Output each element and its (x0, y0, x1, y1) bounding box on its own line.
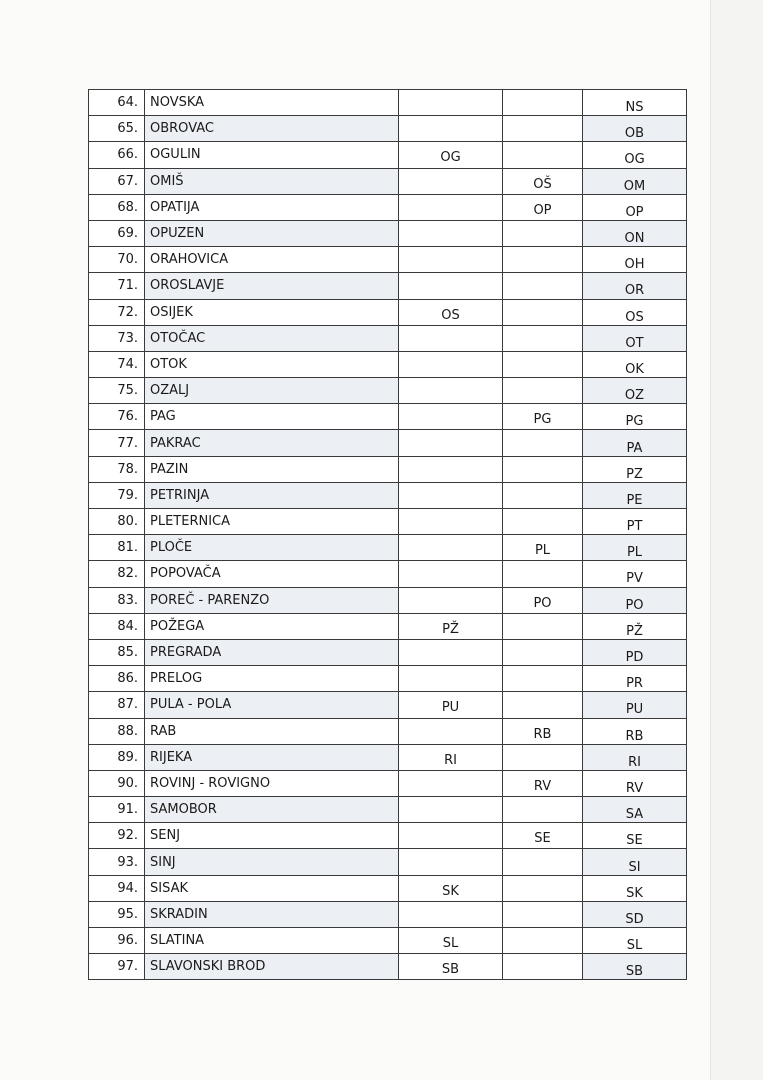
code-column-3 (583, 718, 687, 744)
code-value-3: OR (624, 283, 645, 299)
code-value-2: PO (533, 595, 552, 611)
code-value-1: SL (442, 936, 459, 952)
city-name: ORAHOVICA (145, 247, 399, 273)
code-column-1 (399, 928, 503, 954)
row-number: 72. (89, 299, 145, 325)
city-name: SLATINA (145, 928, 399, 954)
code-column-2 (503, 273, 583, 299)
code-column-1 (399, 220, 503, 246)
code-column-3 (583, 875, 687, 901)
code-column-1 (399, 90, 503, 116)
table-row (89, 639, 687, 665)
code-value-2: PL (534, 543, 551, 559)
code-value-3: PD (625, 650, 644, 666)
table-row (89, 194, 687, 220)
city-name: OGULIN (145, 142, 399, 168)
code-value-3: RB (625, 728, 644, 744)
code-value-1: OG (440, 150, 461, 166)
code-column-3 (583, 901, 687, 927)
code-value-3: RV (625, 780, 644, 796)
table-row (89, 875, 687, 901)
city-name: OROSLAVJE (145, 273, 399, 299)
code-column-1 (399, 430, 503, 456)
code-column-2 (503, 797, 583, 823)
code-column-3 (583, 666, 687, 692)
code-column-2 (503, 168, 583, 194)
table-row (89, 535, 687, 561)
city-name: POREČ - PARENZO (145, 587, 399, 613)
code-column-3 (583, 220, 687, 246)
code-value-2: RB (533, 726, 552, 742)
code-value-1: SB (441, 962, 460, 978)
code-column-3 (583, 116, 687, 142)
code-value-3: OP (625, 204, 644, 220)
row-number: 95. (89, 901, 145, 927)
code-value-3: PO (625, 597, 644, 613)
code-column-3 (583, 509, 687, 535)
table-row (89, 849, 687, 875)
city-name: OBROVAC (145, 116, 399, 142)
code-column-2 (503, 116, 583, 142)
table-row (89, 744, 687, 770)
code-column-3 (583, 928, 687, 954)
code-column-2 (503, 744, 583, 770)
code-column-1 (399, 954, 503, 980)
table-row (89, 325, 687, 351)
table-row (89, 561, 687, 587)
row-number: 86. (89, 666, 145, 692)
code-value-3: SI (628, 859, 641, 875)
code-column-2 (503, 456, 583, 482)
table-row (89, 770, 687, 796)
code-column-2 (503, 561, 583, 587)
city-name: SISAK (145, 875, 399, 901)
code-column-3 (583, 823, 687, 849)
code-value-3: SL (626, 938, 643, 954)
code-column-3 (583, 561, 687, 587)
code-column-2 (503, 299, 583, 325)
code-column-1 (399, 849, 503, 875)
city-name: OSIJEK (145, 299, 399, 325)
code-column-1 (399, 194, 503, 220)
code-column-2 (503, 247, 583, 273)
code-value-2: RV (533, 778, 552, 794)
table-row (89, 404, 687, 430)
code-column-2 (503, 770, 583, 796)
code-value-1: SK (442, 883, 459, 899)
row-number: 96. (89, 928, 145, 954)
code-value-3: NS (625, 100, 644, 116)
code-column-3 (583, 456, 687, 482)
code-column-3 (583, 194, 687, 220)
table-row (89, 692, 687, 718)
row-number: 68. (89, 194, 145, 220)
code-value-3: PV (626, 571, 643, 587)
row-number: 84. (89, 613, 145, 639)
code-value-1: RI (444, 752, 457, 768)
code-value-3: OZ (624, 388, 645, 404)
table-row (89, 351, 687, 377)
code-value-1: PŽ (442, 621, 459, 637)
code-value-3: SB (625, 964, 644, 980)
table-row (89, 928, 687, 954)
code-column-2 (503, 613, 583, 639)
code-column-1 (399, 482, 503, 508)
code-value-3: PT (626, 519, 643, 535)
city-name: OMIŠ (145, 168, 399, 194)
code-column-1 (399, 299, 503, 325)
code-value-3: PZ (626, 466, 643, 482)
city-name: RIJEKA (145, 744, 399, 770)
code-column-2 (503, 509, 583, 535)
table-row (89, 509, 687, 535)
table-row (89, 273, 687, 299)
code-column-3 (583, 168, 687, 194)
city-name: POŽEGA (145, 613, 399, 639)
row-number: 83. (89, 587, 145, 613)
code-value-3: PG (625, 414, 644, 430)
code-column-2 (503, 928, 583, 954)
code-column-2 (503, 378, 583, 404)
page-edge-shadow (711, 0, 763, 1080)
code-column-2 (503, 404, 583, 430)
code-column-1 (399, 770, 503, 796)
row-number: 87. (89, 692, 145, 718)
table-row (89, 142, 687, 168)
code-column-3 (583, 744, 687, 770)
row-number: 79. (89, 482, 145, 508)
row-number: 64. (89, 90, 145, 116)
city-name: OPATIJA (145, 194, 399, 220)
code-column-3 (583, 797, 687, 823)
row-number: 67. (89, 168, 145, 194)
code-column-3 (583, 404, 687, 430)
code-column-1 (399, 168, 503, 194)
code-value-2: OP (533, 202, 552, 218)
row-number: 81. (89, 535, 145, 561)
code-value-3: ON (624, 231, 645, 247)
code-column-1 (399, 509, 503, 535)
code-column-1 (399, 142, 503, 168)
code-column-1 (399, 456, 503, 482)
code-column-1 (399, 823, 503, 849)
city-name: OPUZEN (145, 220, 399, 246)
code-column-2 (503, 482, 583, 508)
row-number: 94. (89, 875, 145, 901)
code-column-3 (583, 535, 687, 561)
row-number: 91. (89, 797, 145, 823)
row-number: 93. (89, 849, 145, 875)
table-row (89, 247, 687, 273)
table-row (89, 220, 687, 246)
code-value-3: OS (625, 309, 644, 325)
code-column-1 (399, 797, 503, 823)
city-name: PAKRAC (145, 430, 399, 456)
code-column-1 (399, 116, 503, 142)
city-name: PAG (145, 404, 399, 430)
code-column-2 (503, 142, 583, 168)
row-number: 97. (89, 954, 145, 980)
code-column-2 (503, 875, 583, 901)
code-column-3 (583, 482, 687, 508)
code-value-3: OH (624, 257, 645, 273)
code-column-1 (399, 692, 503, 718)
code-column-1 (399, 613, 503, 639)
code-value-3: PR (626, 676, 643, 692)
table-row (89, 116, 687, 142)
code-column-3 (583, 692, 687, 718)
table-row (89, 901, 687, 927)
page-edge-line (710, 0, 711, 1080)
code-column-2 (503, 90, 583, 116)
table-row (89, 954, 687, 980)
code-value-2: OŠ (533, 176, 552, 192)
code-column-1 (399, 587, 503, 613)
code-column-2 (503, 351, 583, 377)
code-value-3: OT (625, 335, 644, 351)
code-column-1 (399, 561, 503, 587)
city-name: OZALJ (145, 378, 399, 404)
registry-table-container (88, 89, 686, 980)
code-column-1 (399, 247, 503, 273)
code-value-1: PU (441, 700, 460, 716)
code-value-3: PA (626, 440, 643, 456)
code-column-2 (503, 718, 583, 744)
city-name: PETRINJA (145, 482, 399, 508)
row-number: 74. (89, 351, 145, 377)
city-name: SKRADIN (145, 901, 399, 927)
city-name: PULA - POLA (145, 692, 399, 718)
city-name: ROVINJ - ROVIGNO (145, 770, 399, 796)
city-name: SINJ (145, 849, 399, 875)
code-value-3: RI (628, 754, 641, 770)
code-column-3 (583, 142, 687, 168)
row-number: 82. (89, 561, 145, 587)
code-value-3: SD (625, 911, 644, 927)
city-name: OTOČAC (145, 325, 399, 351)
row-number: 89. (89, 744, 145, 770)
city-name: PAZIN (145, 456, 399, 482)
city-name: PLOČE (145, 535, 399, 561)
city-name: PLETERNICA (145, 509, 399, 535)
table-row (89, 456, 687, 482)
row-number: 69. (89, 220, 145, 246)
city-name: SENJ (145, 823, 399, 849)
code-column-1 (399, 325, 503, 351)
city-name: PREGRADA (145, 639, 399, 665)
code-value-3: SE (626, 833, 643, 849)
code-column-1 (399, 273, 503, 299)
city-name: RAB (145, 718, 399, 744)
code-value-2: SE (534, 831, 551, 847)
code-column-3 (583, 273, 687, 299)
city-name: PRELOG (145, 666, 399, 692)
code-column-3 (583, 247, 687, 273)
table-row (89, 823, 687, 849)
code-value-3: OM (623, 178, 646, 194)
code-column-3 (583, 849, 687, 875)
code-column-1 (399, 666, 503, 692)
code-column-3 (583, 325, 687, 351)
code-column-2 (503, 535, 583, 561)
row-number: 66. (89, 142, 145, 168)
code-column-3 (583, 90, 687, 116)
code-value-3: SA (625, 807, 644, 823)
row-number: 73. (89, 325, 145, 351)
code-value-3: PU (625, 702, 644, 718)
code-column-1 (399, 378, 503, 404)
row-number: 76. (89, 404, 145, 430)
code-column-2 (503, 849, 583, 875)
code-column-1 (399, 901, 503, 927)
code-value-3: PE (626, 492, 643, 508)
code-column-3 (583, 299, 687, 325)
code-column-1 (399, 404, 503, 430)
code-column-3 (583, 770, 687, 796)
code-value-3: OB (624, 126, 645, 142)
code-column-2 (503, 666, 583, 692)
code-column-2 (503, 901, 583, 927)
code-column-3 (583, 587, 687, 613)
code-column-2 (503, 587, 583, 613)
code-column-1 (399, 718, 503, 744)
row-number: 70. (89, 247, 145, 273)
code-column-3 (583, 613, 687, 639)
code-value-3: PŽ (626, 623, 643, 639)
table-row (89, 613, 687, 639)
code-value-3: SK (626, 885, 643, 901)
code-column-1 (399, 639, 503, 665)
city-name: NOVSKA (145, 90, 399, 116)
row-number: 90. (89, 770, 145, 796)
row-number: 75. (89, 378, 145, 404)
row-number: 92. (89, 823, 145, 849)
row-number: 65. (89, 116, 145, 142)
city-name: SLAVONSKI BROD (145, 954, 399, 980)
table-row (89, 299, 687, 325)
table-row (89, 168, 687, 194)
row-number: 85. (89, 639, 145, 665)
code-column-2 (503, 823, 583, 849)
city-name: POPOVAČA (145, 561, 399, 587)
code-column-3 (583, 351, 687, 377)
row-number: 78. (89, 456, 145, 482)
row-number: 88. (89, 718, 145, 744)
table-row (89, 430, 687, 456)
code-column-2 (503, 220, 583, 246)
city-name: SAMOBOR (145, 797, 399, 823)
row-number: 80. (89, 509, 145, 535)
code-column-2 (503, 639, 583, 665)
code-column-2 (503, 194, 583, 220)
code-column-1 (399, 875, 503, 901)
code-value-3: PL (626, 545, 643, 561)
code-value-2: PG (533, 412, 552, 428)
code-column-2 (503, 692, 583, 718)
code-column-3 (583, 639, 687, 665)
city-name: OTOK (145, 351, 399, 377)
registry-table-body (89, 90, 687, 980)
code-column-1 (399, 744, 503, 770)
table-row (89, 797, 687, 823)
code-value-3: OK (625, 361, 644, 377)
code-column-2 (503, 430, 583, 456)
row-number: 77. (89, 430, 145, 456)
table-row (89, 718, 687, 744)
code-column-3 (583, 378, 687, 404)
row-number: 71. (89, 273, 145, 299)
table-row (89, 666, 687, 692)
code-column-2 (503, 325, 583, 351)
code-column-3 (583, 430, 687, 456)
code-value-3: OG (624, 152, 645, 168)
registry-table (88, 89, 687, 980)
table-row (89, 378, 687, 404)
table-row (89, 587, 687, 613)
code-column-1 (399, 535, 503, 561)
code-column-3 (583, 954, 687, 980)
table-row (89, 90, 687, 116)
table-row (89, 482, 687, 508)
code-value-1: OS (441, 307, 460, 323)
code-column-1 (399, 351, 503, 377)
code-column-2 (503, 954, 583, 980)
